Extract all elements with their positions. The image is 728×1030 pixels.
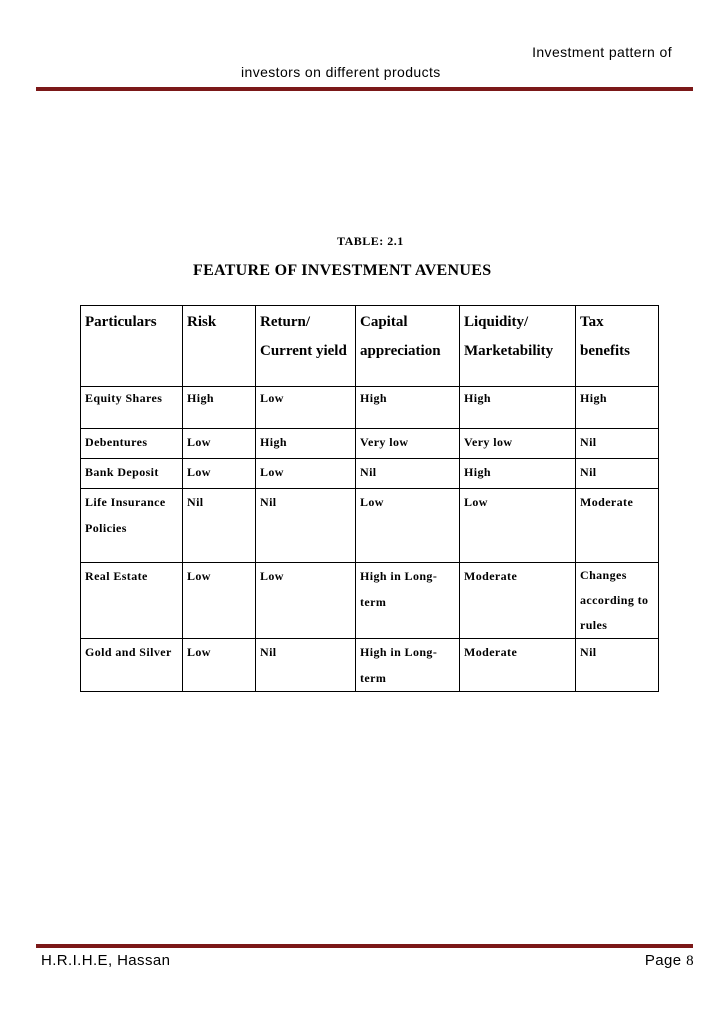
table-title: FEATURE OF INVESTMENT AVENUES [193,262,492,279]
table-row [81,429,659,459]
footer-institution: H.R.I.H.E, Hassan [41,952,171,969]
table-cell: Moderate [460,639,576,692]
table-row [81,639,659,692]
table-cell: Moderate [460,563,576,639]
page-number-value: 8 [686,953,694,969]
header-title-line1: Investment pattern of [532,44,672,60]
table-cell: Low [256,459,356,489]
table-cell: High [460,459,576,489]
table-cell: Very low [460,429,576,459]
table-row [81,489,659,563]
table-cell: Low [256,563,356,639]
table-cell: Nil [576,459,659,489]
table-cell: Nil [183,489,256,563]
table-cell: Bank Deposit [81,459,183,489]
table-cell: Low [183,563,256,639]
table-row [81,387,659,429]
table-header-row [81,306,659,387]
table-row [81,459,659,489]
header-title-line2: investors on different products [241,64,441,80]
table-cell: Real Estate [81,563,183,639]
table-cell: Nil [576,639,659,692]
table-cell: High in Long-term [356,563,460,639]
table-number: TABLE: 2.1 [337,234,404,248]
table-cell: Life Insurance Policies [81,489,183,563]
table-row [81,563,659,639]
header-liquidity: Liquidity/ Marketability [460,306,576,387]
header-particulars: Particulars [81,306,183,387]
footer-rule [36,944,693,948]
table-cell: Very low [356,429,460,459]
page-label: Page [644,952,682,969]
table-cell: High [256,429,356,459]
investment-features-table [80,305,659,692]
table-cell: Nil [356,459,460,489]
table-cell: Nil [256,639,356,692]
table-cell: Gold and Silver [81,639,183,692]
table-cell: Low [183,459,256,489]
table-cell: Low [183,639,256,692]
table-cell: High [576,387,659,429]
table-cell: Nil [256,489,356,563]
table-cell: Nil [576,429,659,459]
table-cell: Moderate [576,489,659,563]
header-risk: Risk [183,306,256,387]
table-cell: Low [256,387,356,429]
table-cell: Low [460,489,576,563]
table-cell: High [183,387,256,429]
header-return: Return/ Current yield [256,306,356,387]
table-cell: Debentures [81,429,183,459]
table-cell: Equity Shares [81,387,183,429]
header-rule [36,87,693,91]
header-tax: Tax benefits [576,306,659,387]
table-cell: Low [356,489,460,563]
table-cell: Low [183,429,256,459]
table-cell: High [356,387,460,429]
page-number [645,952,694,970]
table-cell: High [460,387,576,429]
header-capital: Capital appreciation [356,306,460,387]
table-cell: High in Long-term [356,639,460,692]
table-cell: Changes according to rules [576,563,659,639]
